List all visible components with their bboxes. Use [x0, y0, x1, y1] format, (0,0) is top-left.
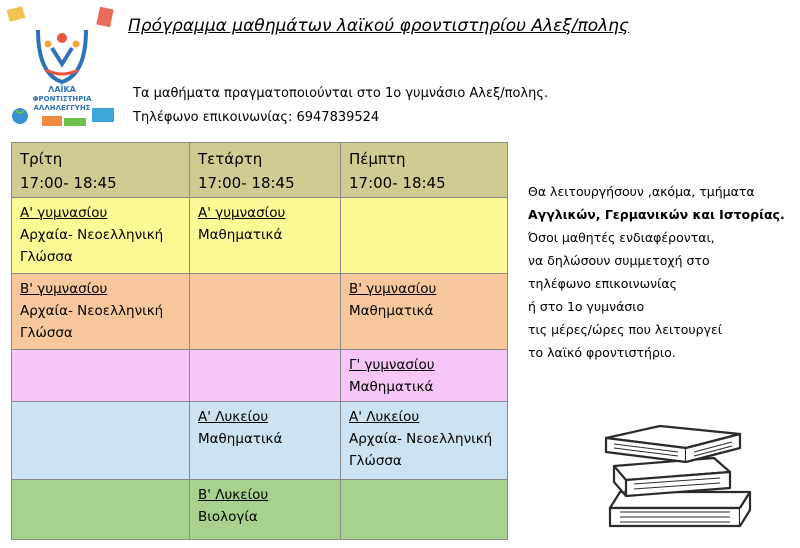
table-row [12, 274, 508, 350]
subject-label: Αρχαία- Νεοελληνική Γλώσσα [20, 227, 164, 265]
table-cell [190, 402, 341, 480]
phone-text: Τηλέφωνο επικοινωνίας: 6947839524 [133, 110, 380, 125]
note-line: το λαϊκό φροντιστήριο. [528, 345, 676, 360]
grade-label: Γ' γυμνασίου [349, 357, 435, 373]
table-cell [12, 402, 190, 480]
subject-label: Μαθηματικά [349, 303, 434, 319]
header-cell [12, 143, 190, 198]
table-cell [341, 402, 508, 480]
logo [6, 4, 118, 130]
grade-label: Α' Λυκείου [198, 409, 269, 425]
table-cell [190, 198, 341, 274]
time-label: 17:00- 18:45 [349, 174, 446, 192]
grade-label: Α' Λυκείου [349, 409, 420, 425]
table-row [12, 350, 508, 402]
note-line-bold: Αγγλικών, Γερμανικών και Ιστορίας. [528, 207, 785, 222]
subject-label: Βιολογία [198, 509, 258, 525]
page-title: Πρόγραμμα μαθημάτων λαϊκού φροντιστηρίου Αλεξ/πολης [128, 16, 629, 36]
day-label: Τρίτη [20, 150, 63, 168]
time-label: 17:00- 18:45 [20, 174, 117, 192]
header-row [12, 143, 508, 198]
note-line: να δηλώσουν συμμετοχή στο [528, 253, 710, 268]
grade-label: Β' γυμνασίου [20, 281, 108, 297]
subject-label: Αρχαία- Νεοελληνική Γλώσσα [20, 303, 164, 341]
subject-label: Μαθηματικά [198, 431, 283, 447]
table-cell [190, 274, 341, 350]
table-cell [12, 480, 190, 540]
logo-text-1: ΛΑΪΚΑ [48, 85, 76, 94]
schedule-table [11, 142, 508, 540]
table-row [12, 402, 508, 480]
grade-label: Α' γυμνασίου [20, 205, 108, 221]
note-line: Όσοι μαθητές ενδιαφέρονται, [528, 230, 715, 245]
location-text: Τα μαθήματα πραγματοποιούνται στο 1ο γυμνάσιο Αλεξ/πολης. [133, 86, 549, 101]
day-label: Τετάρτη [198, 150, 263, 168]
subject-label: Μαθηματικά [349, 379, 434, 395]
table-cell [341, 350, 508, 402]
note-line: τηλέφωνο επικοινωνίας [528, 276, 677, 291]
table-cell [190, 350, 341, 402]
table-cell [341, 198, 508, 274]
subject-label: Μαθηματικά [198, 227, 283, 243]
note-line: Θα λειτουργήσουν ,ακόμα, τμήματα [528, 184, 755, 199]
table-cell [12, 350, 190, 402]
table-cell [341, 480, 508, 540]
day-label: Πέμπτη [349, 150, 406, 168]
grade-label: Β' Λυκείου [198, 487, 269, 503]
note-line: ή στο 1ο γυμνάσιο [528, 299, 645, 314]
grade-label: Α' γυμνασίου [198, 205, 286, 221]
side-note [528, 180, 785, 364]
table-row [12, 198, 508, 274]
note-line: τις μέρες/ώρες που λειτουργεί [528, 322, 722, 337]
grade-label: Β' γυμνασίου [349, 281, 437, 297]
header-cell [190, 143, 341, 198]
table-cell [12, 198, 190, 274]
logo-text-2: ΦΡΟΝΤΙΣΤΗΡΙΑ [32, 95, 92, 103]
table-cell [12, 274, 190, 350]
books-icon [590, 408, 765, 538]
table-row [12, 480, 508, 540]
header-cell [341, 143, 508, 198]
time-label: 17:00- 18:45 [198, 174, 295, 192]
table-cell [341, 274, 508, 350]
subject-label: Αρχαία- Νεοελληνική Γλώσσα [349, 431, 493, 469]
table-cell [190, 480, 341, 540]
logo-text-3: ΑΛΛΗΛΕΓΓΥΗΣ [33, 104, 91, 112]
